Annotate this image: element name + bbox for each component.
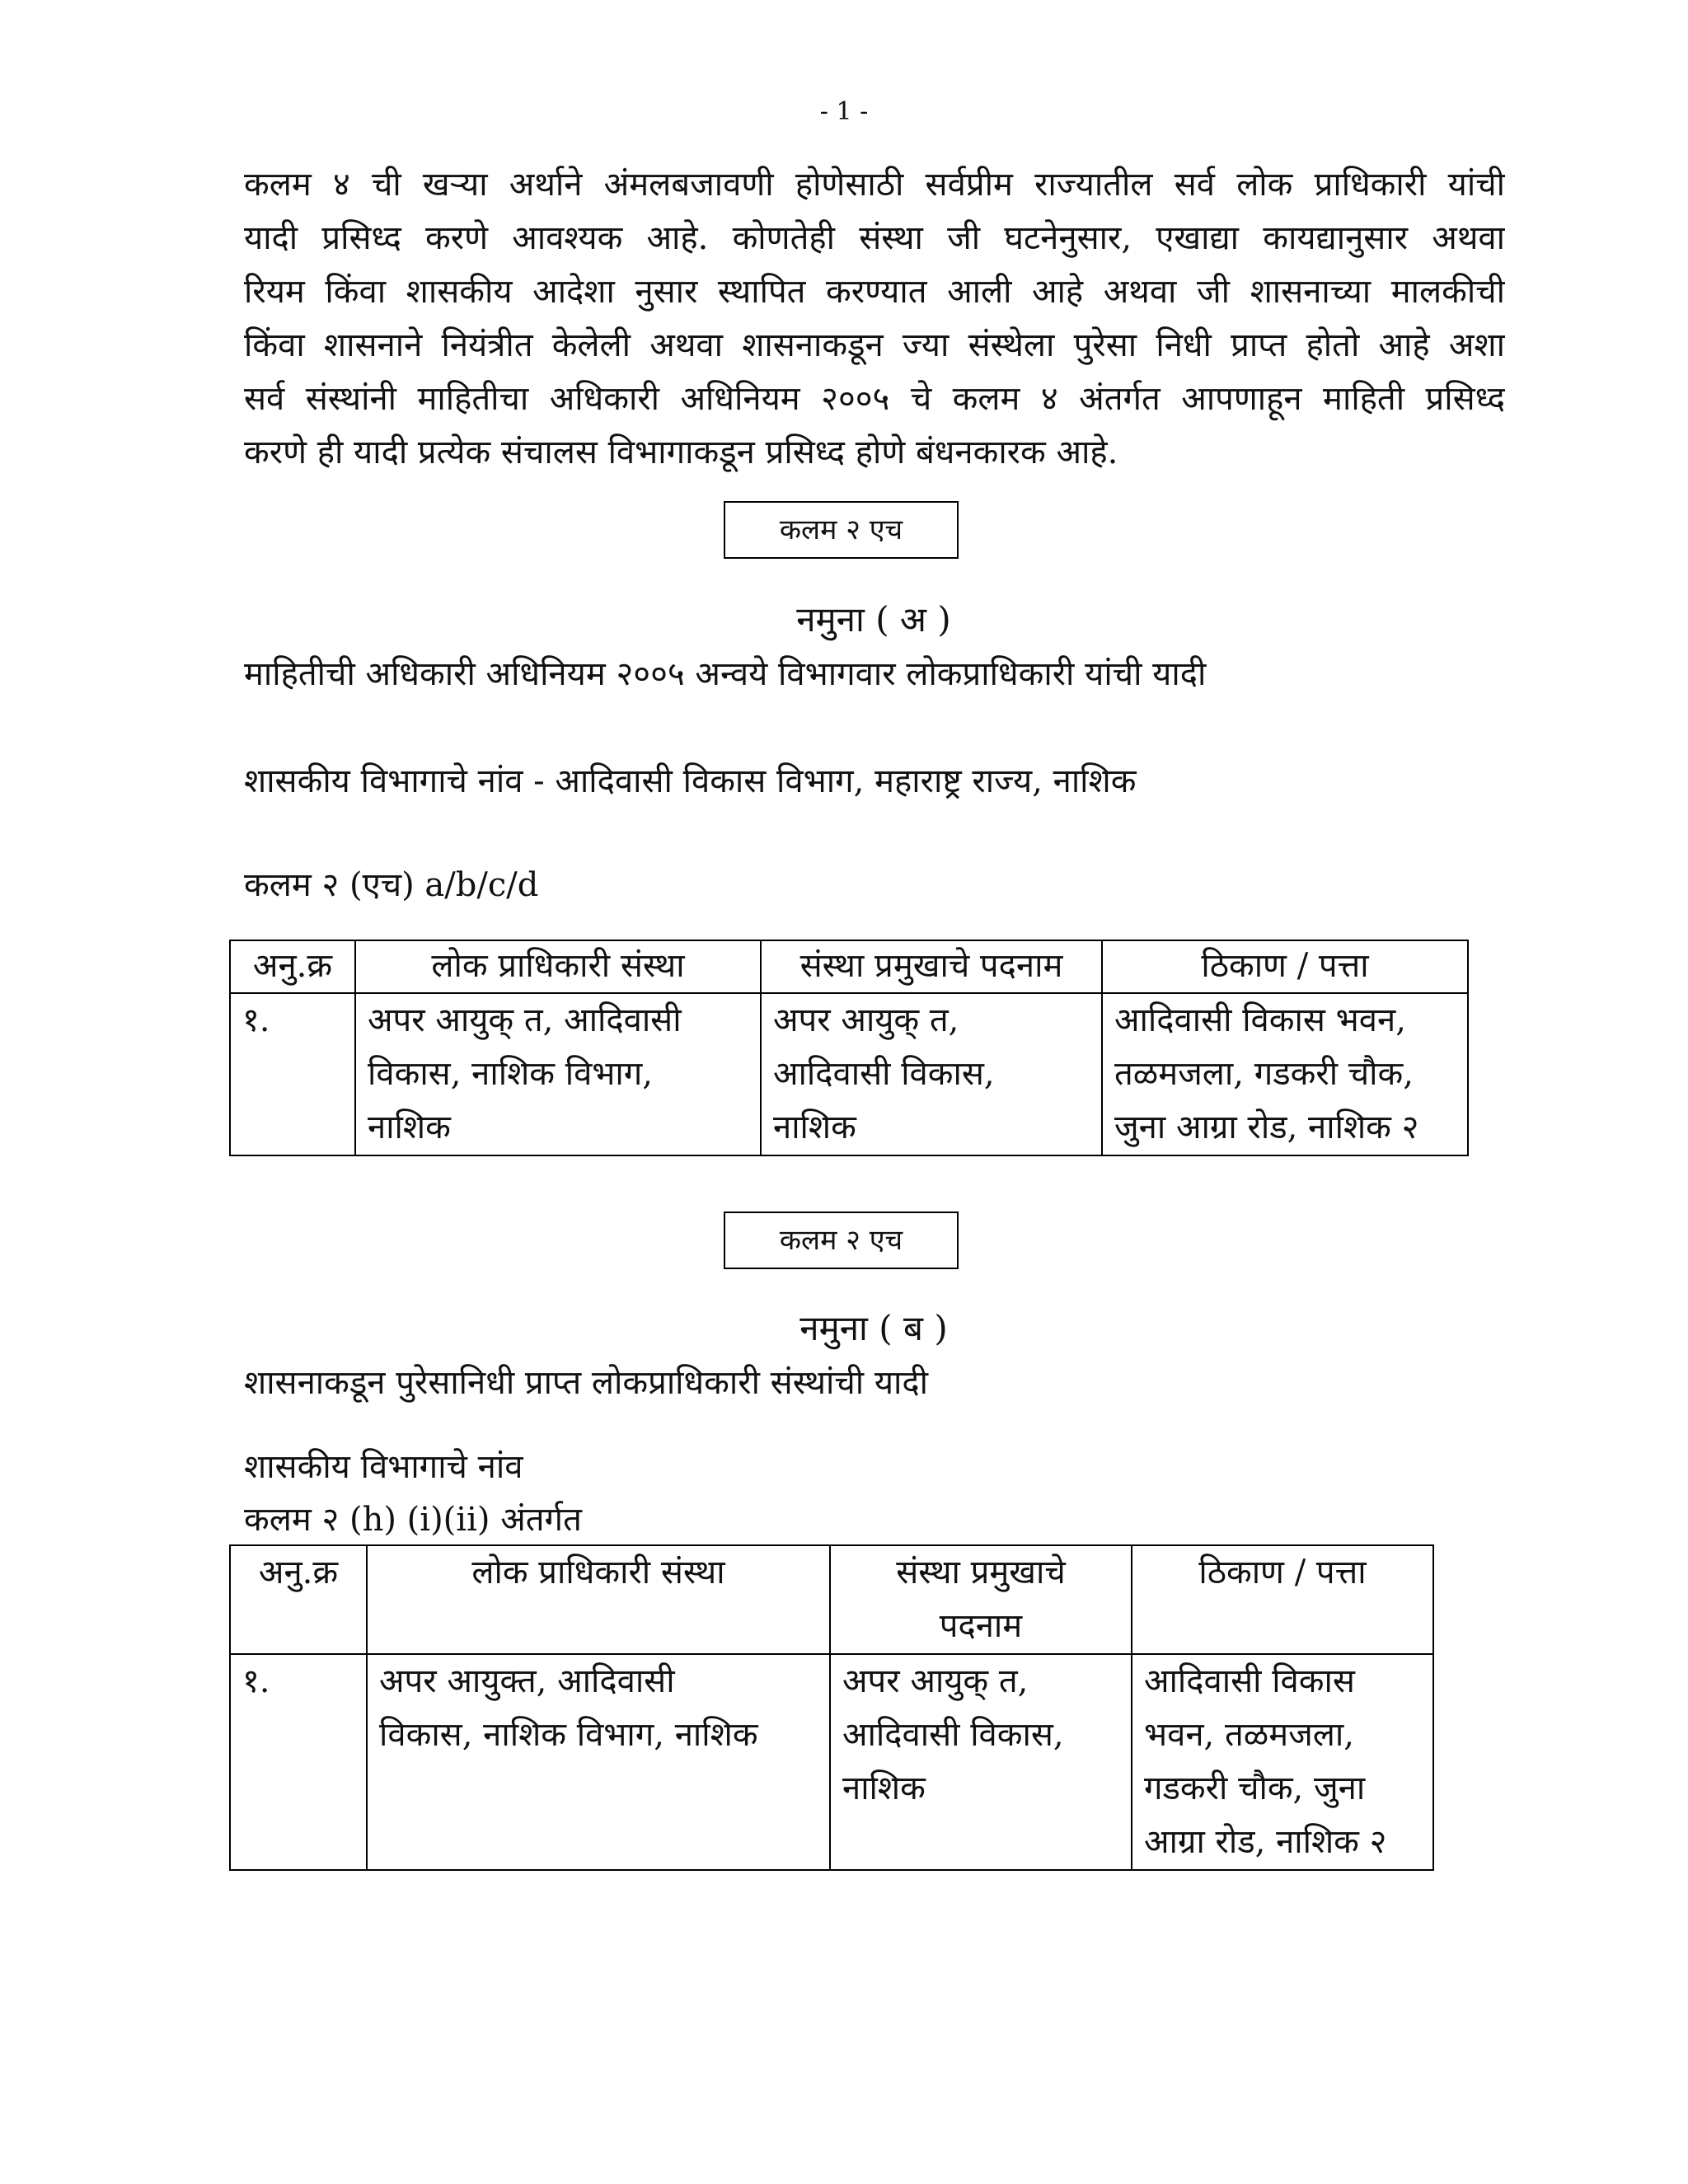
cell-line: भवन, तळमजला, bbox=[1144, 1716, 1354, 1754]
header-authority: लोक प्राधिकारी संस्था bbox=[355, 940, 761, 993]
cell-line: आदिवासी विकास bbox=[1144, 1662, 1355, 1700]
form-b-title: नमुना ( ब ) bbox=[799, 1308, 948, 1348]
cell-authority bbox=[355, 993, 761, 1155]
intro-line: सर्व संस्थांनी माहितीचा अधिकारी अधिनियम २००५ चे कलम ४ अंतर्गत आपणाहून माहिती प्रसिध्द bbox=[244, 380, 1505, 418]
form-b-table bbox=[229, 1544, 1434, 1871]
cell-line: जुना आग्रा रोड, नाशिक २ bbox=[1114, 1108, 1419, 1146]
table-row bbox=[230, 993, 1468, 1155]
cell-line: आग्रा रोड, नाशिक २ bbox=[1144, 1823, 1387, 1861]
header-designation: संस्था प्रमुखाचे पदनाम bbox=[761, 940, 1102, 993]
cell-line: नाशिक bbox=[842, 1769, 926, 1807]
cell-line: आदिवासी विकास, bbox=[842, 1716, 1064, 1754]
intro-line: कलम ४ ची खऱ्या अर्थाने अंमलबजावणी होणेसाठी सर्वप्रीम राज्यातील सर्व लोक प्राधिकारी यांची bbox=[244, 166, 1505, 204]
intro-paragraph bbox=[244, 158, 1505, 480]
intro-line: किंवा शासनाने नियंत्रीत केलेली अथवा शासनाकडून ज्या संस्थेला पुरेसा निधी प्राप्त होतो आहे अशा bbox=[244, 326, 1505, 364]
cell-line: आदिवासी विकास भवन, bbox=[1114, 1001, 1406, 1039]
header-address: ठिकाण / पत्ता bbox=[1132, 1545, 1433, 1654]
cell-line: तळमजला, गडकरी चौक, bbox=[1114, 1055, 1414, 1093]
header-serial: अनु.क्र bbox=[230, 1545, 367, 1654]
cell-serial: १. bbox=[230, 1654, 367, 1870]
form-a-section-box: कलम २ एच bbox=[724, 501, 959, 559]
cell-designation bbox=[761, 993, 1102, 1155]
cell-line: अपर आयुक् त, bbox=[773, 1001, 959, 1039]
form-a-subtitle: माहितीची अधिकारी अधिनियम २००५ अन्वये विभागवार लोकप्राधिकारी यांची यादी bbox=[244, 655, 1207, 693]
cell-line: नाशिक bbox=[368, 1108, 451, 1146]
form-a-table bbox=[229, 940, 1469, 1156]
header-line: संस्था प्रमुखाचे bbox=[896, 1554, 1066, 1591]
intro-line: रियम किंवा शासकीय आदेशा नुसार स्थापित करण्यात आली आहे अथवा जी शासनाच्या मालकीची bbox=[244, 273, 1505, 311]
cell-designation bbox=[830, 1654, 1132, 1870]
cell-address bbox=[1132, 1654, 1433, 1870]
cell-line: नाशिक bbox=[773, 1108, 856, 1146]
form-a-section-label: कलम २ (एच) a/b/c/d bbox=[244, 866, 539, 904]
cell-address bbox=[1102, 993, 1468, 1155]
cell-line: अपर आयुक् त, bbox=[842, 1662, 1029, 1700]
cell-line: विकास, नाशिक विभाग, bbox=[368, 1055, 654, 1093]
table-header-row bbox=[230, 1545, 1433, 1654]
form-a-title: नमुना ( अ ) bbox=[796, 599, 951, 640]
header-line: पदनाम bbox=[939, 1607, 1023, 1645]
intro-line: यादी प्रसिध्द करणे आवश्यक आहे. कोणतेही संस्था जी घटनेनुसार, एखाद्या कायद्यानुसार अथवा bbox=[244, 219, 1505, 257]
header-designation bbox=[830, 1545, 1132, 1654]
header-address: ठिकाण / पत्ता bbox=[1102, 940, 1468, 993]
cell-line: आदिवासी विकास, bbox=[773, 1055, 995, 1093]
form-b-subtitle: शासनाकडून पुरेसानिधी प्राप्त लोकप्राधिकारी संस्थांची यादी bbox=[244, 1364, 929, 1402]
form-b-section-label: कलम २ (h) (i)(ii) अंतर्गत bbox=[244, 1501, 582, 1539]
cell-line: गडकरी चौक, जुना bbox=[1144, 1769, 1366, 1807]
cell-line: अपर आयुक् त, आदिवासी bbox=[368, 1001, 682, 1039]
header-serial: अनु.क्र bbox=[230, 940, 355, 993]
page-number: - 1 - bbox=[819, 97, 869, 126]
table-header-row bbox=[230, 940, 1468, 993]
cell-line: विकास, नाशिक विभाग, नाशिक bbox=[379, 1716, 758, 1754]
cell-line: अपर आयुक्त, आदिवासी bbox=[379, 1662, 675, 1700]
intro-line: करणे ही यादी प्रत्येक संचालस विभागाकडून प्रसिध्द होणे बंधनकारक आहे. bbox=[244, 434, 1118, 471]
cell-authority bbox=[367, 1654, 830, 1870]
form-a-department-name: शासकीय विभागाचे नांव - आदिवासी विकास विभाग, महाराष्ट्र राज्य, नाशिक bbox=[244, 762, 1137, 800]
table-row bbox=[230, 1654, 1433, 1870]
cell-serial: १. bbox=[230, 993, 355, 1155]
header-authority: लोक प्राधिकारी संस्था bbox=[367, 1545, 830, 1654]
form-b-section-box: कलम २ एच bbox=[724, 1212, 959, 1269]
form-b-department-name: शासकीय विभागाचे नांव bbox=[244, 1448, 523, 1486]
